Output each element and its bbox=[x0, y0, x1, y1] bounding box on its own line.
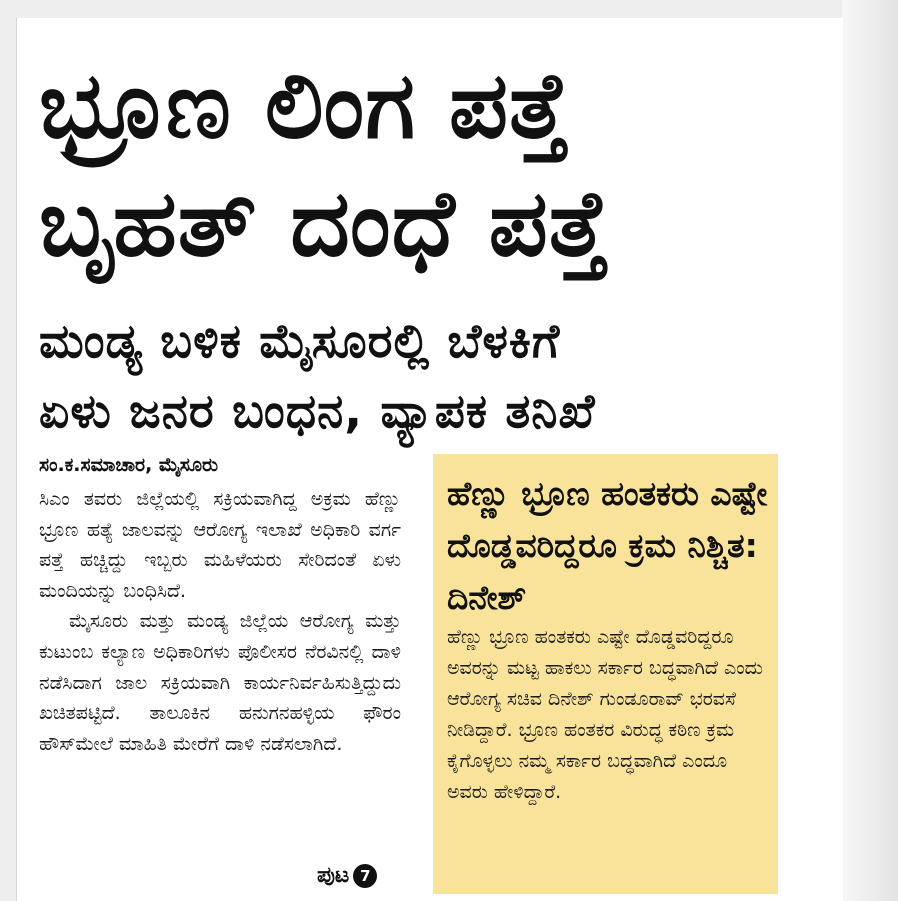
page-edge-shadow bbox=[842, 0, 898, 901]
headline-line-1: ಭ್ರೂಣ ಲಿಂಗ ಪತ್ತೆ bbox=[39, 52, 571, 159]
sidebar-box bbox=[433, 454, 778, 894]
article-paragraph-1: ಸಿಎಂ ತವರು ಜಿಲ್ಲೆಯಲ್ಲಿ ಸಕ್ರಿಯವಾಗಿದ್ದ ಅಕ್ರಮ ಹೆಣ್ಣು ಭ್ರೂಣ ಹತ್ಯೆ ಜಾಲವನ್ನು ಆರೋಗ್ಯ ಇಲಾಖೆ ಅಧಿಕಾರಿ ವರ್ಗ ಪತ್ತೆ ಹಚ್ಚಿದ್ದು ಇಬ್ಬರು ಮಹಿಳೆಯರು ಸೇರಿದಂತೆ ಏಳು ಮಂದಿಯನ್ನು ಬಂಧಿಸಿದೆ. bbox=[39, 488, 401, 602]
subheadline-line-1: ಮಂಡ್ಯ ಬಳಿಕ ಮೈಸೂರಲ್ಲಿ ಬೆಳಕಿಗೆ bbox=[39, 314, 561, 369]
article-paragraph-2: ಮೈಸೂರು ಮತ್ತು ಮಂಡ್ಯ ಜಿಲ್ಲೆಯ ಆರೋಗ್ಯ ಮತ್ತು ಕುಟುಂಬ ಕಲ್ಯಾಣ ಅಧಿಕಾರಿಗಳು ಪೊಲೀಸರ ನೆರವಿನಲ್ಲಿ ದಾಳಿ ನಡೆಸಿದಾಗ ಜಾಲ ಸಕ್ರಿಯವಾಗಿ ಕಾರ್ಯನಿರ್ವಹಿಸುತ್ತಿದ್ದುದು ಖಚಿತಪಟ್ಟಿದೆ. ತಾಲೂಕಿನ ಹನುಗನಹಳ್ಳಿಯ ಫೌರಂ ಹೌಸ್‌ಮೇಲೆ ಮಾಹಿತಿ ಮೇರೆಗೆ ದಾಳಿ ನಡೆಸಲಾಗಿದೆ. bbox=[39, 610, 401, 755]
sidebar-body: ಹೆಣ್ಣು ಭ್ರೂಣ ಹಂತಕರು ಎಷ್ಟೇ ದೊಡ್ಡವರಿದ್ದರೂ ಅವರನ್ನು ಮಟ್ಟ ಹಾಕಲು ಸರ್ಕಾರ ಬದ್ಧವಾಗಿದೆ ಎಂದು ಆರೋಗ್ಯ ಸಚಿವ ದಿನೇಶ್ ಗುಂಡೂರಾವ್ ಭರವಸೆ ನೀಡಿದ್ದಾರೆ. ಭ್ರೂಣ ಹಂತಕರ ವಿರುದ್ಧ ಕಠಿಣ ಕ್ರಮ ಕೈಗೊಳ್ಳಲು ನಮ್ಮ ಸರ್ಕಾರ ಬದ್ಧವಾಗಿದೆ ಎಂದೂ ಅವರು ಹೇಳಿದ್ದಾರೆ. bbox=[447, 626, 763, 803]
continued-on-page bbox=[317, 863, 377, 888]
subheadline-line-2: ಏಳು ಜನರ ಬಂಧನ, ವ್ಯಾಪಕ ತನಿಖೆ bbox=[39, 384, 596, 439]
byline: ಸಂ.ಕ.ಸಮಾಚಾರ, ಮೈಸೂರು bbox=[39, 454, 219, 476]
headline-line-2: ಬೃಹತ್ ದಂಧೆ ಪತ್ತೆ bbox=[39, 170, 610, 277]
continued-label: ಪುಟ bbox=[317, 863, 350, 888]
article-body bbox=[39, 484, 401, 759]
sidebar-title: ಹೆಣ್ಣು ಭ್ರೂಣ ಹಂತಕರು ಎಷ್ಟೇ ದೊಡ್ಡವರಿದ್ದರೂ ಕ್ರಮ ನಿಶ್ಚಿತ: ದಿನೇಶ್ bbox=[447, 474, 768, 617]
continued-page-number-badge: 7 bbox=[353, 864, 377, 888]
newspaper-clipping bbox=[16, 18, 843, 901]
